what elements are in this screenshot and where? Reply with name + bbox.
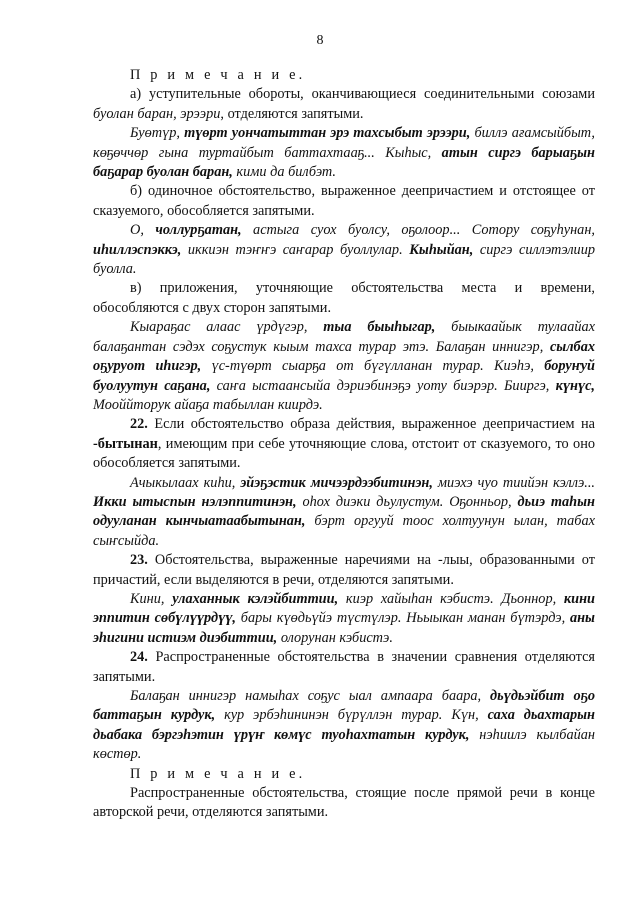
text-segment: үс-түөрт сыарҕа от бүгүлланан турар. Киэһэ, xyxy=(201,358,545,375)
text-segment: сиргэ силлэтэлиир буолла. xyxy=(93,241,596,278)
text-segment: биллэ ағамсыйбыт, көҕөччөр гына туртайбыт баттахтааҕ... Кыһыс, xyxy=(93,125,596,161)
rule-paragraph xyxy=(93,551,595,590)
emphasized-segment: 22. xyxy=(130,416,148,433)
emphasized-segment: күнүс, xyxy=(555,377,595,394)
emphasized-segment: тыа быыһыгар, xyxy=(323,319,436,336)
emphasized-segment: эйэҕэстик мичээрдээбитинэн, xyxy=(240,474,433,491)
page-body xyxy=(93,66,595,823)
rule-paragraph xyxy=(93,784,595,823)
text-segment: нэһиилэ кылбайан көстөр. xyxy=(93,726,595,763)
emphasized-segment: улаханнык кэлэйбиттии, xyxy=(172,590,339,607)
text-segment: бары күөдьүйэ түстүлэр. Ньыыкан манан бүтэрдэ, xyxy=(235,610,570,627)
emphasized-segment: дьүдьэйбит оҕо баттаҕын курдук, xyxy=(93,688,595,724)
emphasized-segment: дьиэ таһын одууланан кынчыатаабытынан, xyxy=(93,493,595,530)
emphasized-segment: иһиллэспэккэ, xyxy=(93,241,182,258)
emphasized-segment: 23. xyxy=(130,552,148,569)
example-paragraph xyxy=(93,124,595,182)
emphasized-segment: саха дьахтарын дьабака бэргэһэтин үрүҥ көмүс туоһахтатын курдук, xyxy=(93,707,595,743)
text-segment: Распространенные обстоятельства, стоящие после прямой речи в конце авторской речи, отделяются запятыми. xyxy=(93,785,595,821)
example-paragraph xyxy=(93,221,595,279)
text-segment: Обстоятельства, выраженные наречиями на -лыы, образованными от причастий, если выделяются в речи, отделяются запятыми. xyxy=(93,552,595,588)
text-segment: астыга суох буолсу, оҕолоор... Сотору соҕуһунан, xyxy=(241,222,595,239)
text-segment: в) приложения, уточняющие обстоятельства места и времени, обособляются с двух сторон запятыми. xyxy=(93,280,595,316)
rule-paragraph xyxy=(93,648,595,687)
text-segment: Распространенные обстоятельства в значении сравнения отделяются запятыми. xyxy=(93,649,595,685)
text-segment: а) уступительные обороты, оканчивающиеся соединительными союзами xyxy=(130,86,595,103)
text-segment: Буөтүр, xyxy=(130,125,185,142)
text-segment: б) одиночное обстоятельство, выраженное деепричастием и отстоящее от сказуемого, обособляется запятыми. xyxy=(93,183,595,219)
note-heading xyxy=(93,765,595,784)
example-paragraph xyxy=(93,318,595,415)
emphasized-segment: Кыһыйан, xyxy=(409,241,474,258)
text-segment: Балаҕан иннигэр намыһах соҕус ыал ампаара баара, xyxy=(130,688,491,704)
page-number: 8 xyxy=(316,33,324,48)
emphasized-segment: аны эһигини истиэм диэбиттии, xyxy=(93,610,595,646)
emphasized-segment: түөрт уончатыттан эрэ тахсыбыт эрээри, xyxy=(184,125,471,142)
text-segment: , имеющим при себе уточняющие слова, отстоит от сказуемого, то оно обособляется запятыми. xyxy=(93,435,595,472)
example-paragraph xyxy=(93,474,595,552)
emphasized-segment: сылбах оҕуруот иһигэр, xyxy=(93,338,595,375)
text-segment: Мооййторук айаҕа табыллан киирдэ. xyxy=(93,396,323,413)
rule-paragraph xyxy=(93,182,595,221)
rule-paragraph xyxy=(93,279,595,318)
text-segment: , отделяются запятыми. xyxy=(220,105,364,122)
emphasized-segment: атын сиргэ барыаҕын баҕарар буолан баран, xyxy=(93,144,595,181)
text-segment: олорунан кэбистэ. xyxy=(277,629,393,646)
text-segment: Кыараҕас алаас үрдүгэр, xyxy=(130,319,324,336)
emphasized-segment: кини эппитин сөбүлүүрдүү, xyxy=(93,590,595,627)
emphasized-segment: чоллурҕатан, xyxy=(155,222,242,239)
text-segment: иккиэн тэҥҥэ саҥарар буоллулар. xyxy=(181,241,410,258)
text-segment: киэр хайыһан кэбистэ. Дьоннор, xyxy=(338,590,564,607)
text-segment: быыкаайык тулаайах балаҕантан сэдэх соҕустук кыым тахса турар этэ. Балаҕан иннигэр, xyxy=(93,319,595,355)
rule-paragraph xyxy=(93,415,595,473)
text-segment: Если обстоятельство образа действия, выраженное деепричастием на xyxy=(147,416,595,433)
text-segment: оһох диэки дьулустум. Оҕонньор, xyxy=(296,493,518,510)
text-segment: П р и м е ч а н и е. xyxy=(130,765,306,782)
text-segment: О, xyxy=(130,222,156,239)
text-segment: Ачыкылаах киһи, xyxy=(130,474,241,491)
text-segment: миэхэ чуо тиийэн кэллэ... xyxy=(432,474,595,491)
example-paragraph xyxy=(93,590,595,648)
emphasized-segment: боруҥуй буолуутун саҕана, xyxy=(93,358,595,394)
text-segment: кур эрбэһининэн бүрүллэн турар. Күн, xyxy=(215,707,488,724)
text-segment: Кини, xyxy=(130,590,173,607)
note-heading xyxy=(93,66,595,85)
example-paragraph xyxy=(93,687,595,765)
emphasized-segment: Икки ытыспын нэлэппитинэн, xyxy=(93,493,297,510)
emphasized-segment: -бытынан xyxy=(93,435,158,452)
emphasized-segment: 24. xyxy=(130,649,148,666)
text-segment: саҥа ыстаансыйа дэриэбинэҕэ уоту биэрэр. Бииргэ, xyxy=(210,377,556,394)
rule-paragraph xyxy=(93,85,595,124)
text-segment: кими да билбэт. xyxy=(232,164,337,181)
text-segment: буолан баран, эрээри xyxy=(93,105,221,122)
text-segment: бэрт оргууй тоос холтуунун ылан, табах сыҥсыйда. xyxy=(93,513,595,549)
text-segment: П р и м е ч а н и е. xyxy=(130,67,306,83)
